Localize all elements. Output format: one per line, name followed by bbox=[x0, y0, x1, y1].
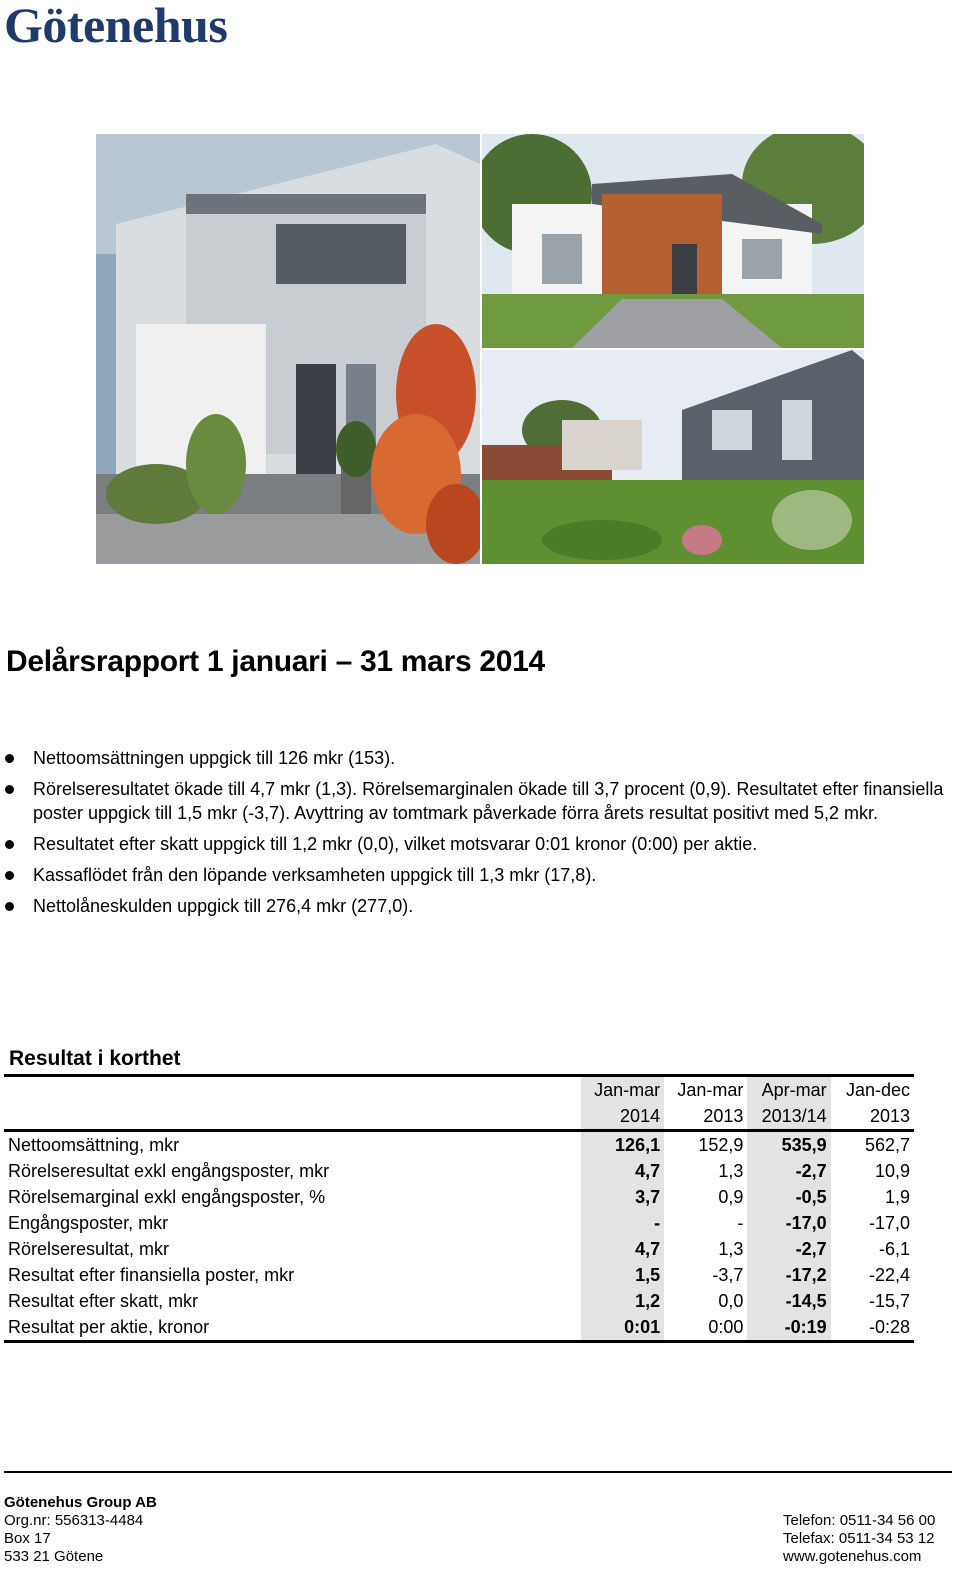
table-cell: -15,7 bbox=[868, 1291, 910, 1311]
table-row bbox=[4, 1314, 914, 1342]
table-header-row bbox=[4, 1076, 914, 1104]
table-cell: -17,0 bbox=[747, 1210, 830, 1236]
column-header-period: 2013 bbox=[664, 1103, 747, 1131]
highlight-text: Resultatet efter skatt uppgick till 1,2 mkr (0,0), vilket motsvarar 0:01 kronor (0:00) per aktie. bbox=[33, 834, 758, 854]
photo-wood-house bbox=[482, 134, 864, 348]
row-label: Rörelsemarginal exkl engångsposter, % bbox=[8, 1187, 326, 1207]
report-title: Delårsrapport 1 januari – 31 mars 2014 bbox=[6, 645, 545, 678]
highlight-text: Nettoomsättningen uppgick till 126 mkr (153). bbox=[33, 748, 396, 768]
table-cell: -17,0 bbox=[868, 1213, 910, 1233]
house-photo-collage bbox=[96, 134, 864, 564]
table-cell: 3,7 bbox=[581, 1184, 664, 1210]
table-cell: -0,5 bbox=[747, 1184, 830, 1210]
table-cell: 1,5 bbox=[581, 1262, 664, 1288]
footer-fax: Telefax: 0511-34 53 12 bbox=[783, 1530, 935, 1547]
table-cell: - bbox=[581, 1210, 664, 1236]
table-cell: 1,2 bbox=[581, 1288, 664, 1314]
summary-table bbox=[4, 1074, 914, 1343]
bullet-icon bbox=[5, 785, 14, 794]
table-cell: 0:00 bbox=[708, 1317, 744, 1337]
row-label: Resultat efter skatt, mkr bbox=[8, 1291, 199, 1311]
list-item bbox=[5, 894, 950, 918]
column-header: Jan-mar bbox=[677, 1080, 744, 1100]
table-cell: -2,7 bbox=[747, 1236, 830, 1262]
table-cell: 4,7 bbox=[581, 1158, 664, 1184]
table-cell: 0,0 bbox=[718, 1291, 744, 1311]
table-cell: -0:19 bbox=[747, 1314, 830, 1342]
footer-contact bbox=[783, 1512, 935, 1566]
footer-phone: Telefon: 0511-34 56 00 bbox=[783, 1512, 936, 1529]
column-header-period: 2013 bbox=[831, 1103, 914, 1131]
table-cell: 152,9 bbox=[698, 1135, 744, 1155]
highlights-list bbox=[5, 746, 950, 925]
footer-city: 533 21 Götene bbox=[4, 1548, 104, 1565]
bullet-icon bbox=[5, 754, 14, 763]
company-logo: Götenehus bbox=[4, 0, 228, 53]
table-cell: 126,1 bbox=[581, 1131, 664, 1159]
table-cell: 1,3 bbox=[718, 1239, 744, 1259]
bullet-icon bbox=[5, 840, 14, 849]
table-cell: 535,9 bbox=[747, 1131, 830, 1159]
table-cell: 1,9 bbox=[884, 1187, 910, 1207]
table-row bbox=[4, 1210, 914, 1236]
column-header-period: 2013/14 bbox=[747, 1103, 830, 1131]
footer-website-link[interactable]: www.gotenehus.com bbox=[783, 1548, 922, 1565]
table-cell: -14,5 bbox=[747, 1288, 830, 1314]
table-row bbox=[4, 1158, 914, 1184]
table-cell: 0,9 bbox=[718, 1187, 744, 1207]
table-cell: 0:01 bbox=[581, 1314, 664, 1342]
row-label: Nettoomsättning, mkr bbox=[8, 1135, 180, 1155]
table-row bbox=[4, 1131, 914, 1159]
table-cell: -2,7 bbox=[747, 1158, 830, 1184]
highlight-text: Nettolåneskulden uppgick till 276,4 mkr (277,0). bbox=[33, 896, 414, 916]
row-label: Engångsposter, mkr bbox=[8, 1213, 169, 1233]
table-row bbox=[4, 1184, 914, 1210]
list-item bbox=[5, 863, 950, 887]
footer-divider bbox=[4, 1471, 952, 1473]
summary-title: Resultat i korthet bbox=[9, 1047, 181, 1070]
table-cell: -3,7 bbox=[712, 1265, 744, 1285]
footer-box: Box 17 bbox=[4, 1530, 51, 1547]
column-header: Apr-mar bbox=[747, 1076, 830, 1104]
table-cell: 1,3 bbox=[718, 1161, 744, 1181]
table-row bbox=[4, 1262, 914, 1288]
table-cell: -0:28 bbox=[868, 1317, 910, 1337]
list-item bbox=[5, 746, 950, 770]
footer-orgnr: Org.nr: 556313-4484 bbox=[4, 1512, 144, 1529]
table-cell: 562,7 bbox=[864, 1135, 910, 1155]
row-label: Rörelseresultat exkl engångsposter, mkr bbox=[8, 1161, 330, 1181]
highlight-text: Kassaflödet från den löpande verksamheten uppgick till 1,3 mkr (17,8). bbox=[33, 865, 597, 885]
table-cell: 10,9 bbox=[874, 1161, 910, 1181]
table-cell: 4,7 bbox=[581, 1236, 664, 1262]
photo-modern-house bbox=[96, 134, 480, 564]
column-header-period: 2014 bbox=[581, 1103, 664, 1131]
list-item bbox=[5, 832, 950, 856]
row-label: Resultat efter finansiella poster, mkr bbox=[8, 1265, 295, 1285]
table-row bbox=[4, 1236, 914, 1262]
bullet-icon bbox=[5, 902, 14, 911]
row-label: Rörelseresultat, mkr bbox=[8, 1239, 170, 1259]
column-header: Jan-dec bbox=[845, 1080, 910, 1100]
footer-company: Götenehus Group AB bbox=[4, 1494, 157, 1511]
table-cell: -6,1 bbox=[878, 1239, 910, 1259]
photo-grey-house bbox=[482, 350, 864, 564]
table-header-row bbox=[4, 1103, 914, 1131]
table-cell: - bbox=[737, 1213, 744, 1233]
footer-address bbox=[4, 1494, 157, 1566]
table-cell: -17,2 bbox=[747, 1262, 830, 1288]
table-cell: -22,4 bbox=[868, 1265, 910, 1285]
header-blank bbox=[4, 1076, 581, 1104]
column-header: Jan-mar bbox=[581, 1076, 664, 1104]
table-row bbox=[4, 1288, 914, 1314]
highlight-text: Rörelseresultatet ökade till 4,7 mkr (1,3). Rörelsemarginalen ökade till 3,7 procent (0,9). Resultatet efter finansiella poster uppgick till 1,5 mkr (-3,7). Avyttring av tomtmark påverkade förra årets resultat positivt med 5,2 mkr. bbox=[33, 779, 944, 823]
bullet-icon bbox=[5, 871, 14, 880]
row-label: Resultat per aktie, kronor bbox=[8, 1317, 210, 1337]
list-item bbox=[5, 777, 950, 825]
header-blank bbox=[4, 1103, 581, 1131]
